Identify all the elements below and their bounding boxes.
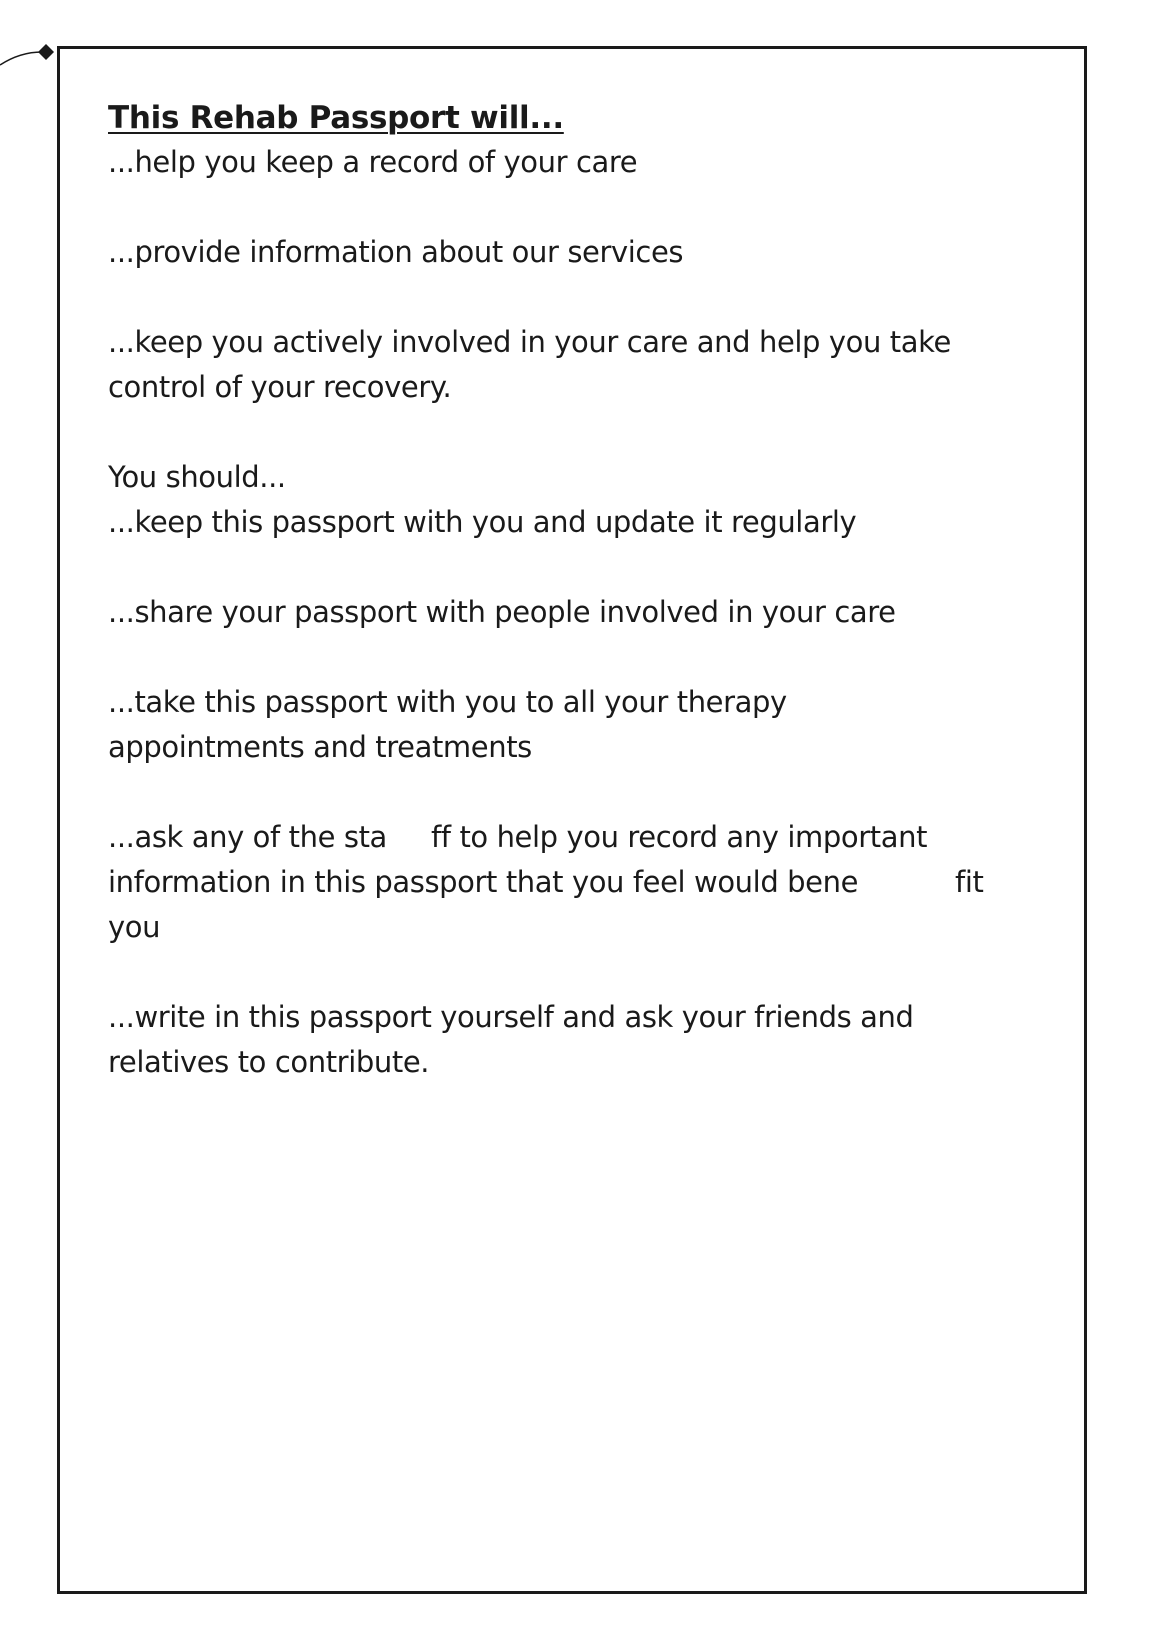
document-body [108,96,1038,1085]
should-heading: You should... [108,460,286,494]
should-item-4: ...ask any of the sta ff to help you record any important information in this passport that you feel would bene fit you [108,820,984,944]
should-item-1: ...keep this passport with you and update it regularly [108,505,857,539]
corner-ornament-icon [0,30,70,90]
should-item-2: ...share your passport with people involved in your care [108,595,896,629]
will-item-1: ...help you keep a record of your care [108,145,638,179]
will-item-3: ...keep you actively involved in your care and help you take control of your recovery. [108,325,951,404]
will-item-2: ...provide information about our services [108,235,684,269]
should-item-3: ...take this passport with you to all your therapy appointments and treatments [108,685,787,764]
document-heading: This Rehab Passport will... [108,100,564,136]
should-item-5: ...write in this passport yourself and ask your friends and relatives to contribute. [108,1000,914,1079]
